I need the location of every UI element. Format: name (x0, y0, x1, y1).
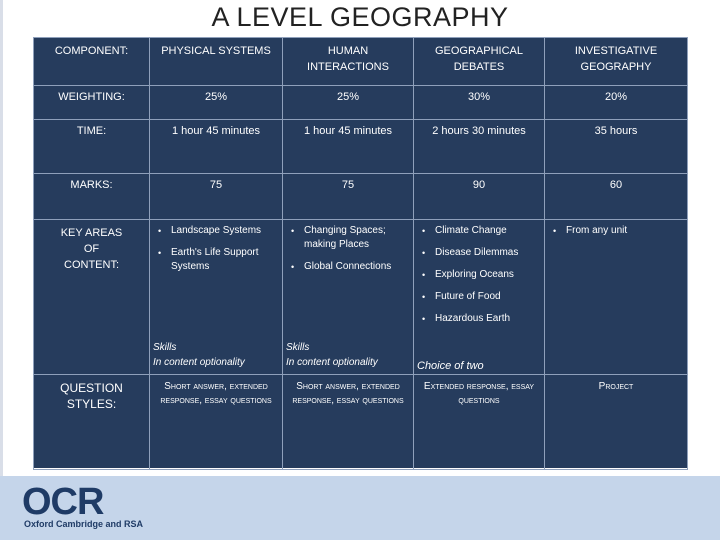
marks-investigative: 60 (545, 174, 688, 220)
key-areas-debates (414, 220, 545, 375)
key-areas-investigative (545, 220, 688, 375)
header-row (34, 38, 688, 86)
header-text: GEOGRAPHICAL (434, 45, 524, 57)
question-style-line: Short answer, extended (164, 381, 268, 392)
skills-note-line: In content optionality (153, 357, 245, 368)
specification-table (33, 37, 688, 470)
content-list-item (291, 224, 413, 252)
content-item-text: Changing Spaces; making Places (304, 225, 386, 250)
content-item-text: Future of Food (435, 291, 501, 302)
content-item-text: Earth's Life Support Systems (171, 247, 259, 272)
key-areas-physical (150, 220, 283, 375)
key-areas-label-line: CONTENT: (64, 259, 119, 271)
bullet-icon: • (291, 262, 295, 272)
key-areas-row (34, 220, 688, 375)
content-list-item (422, 268, 544, 282)
content-list-item (158, 246, 282, 274)
marks-row (34, 174, 688, 220)
key-areas-label-line: OF (83, 243, 100, 255)
row-label-component (34, 38, 150, 86)
row-label-weighting: WEIGHTING: (34, 86, 150, 120)
question-styles-human (283, 375, 414, 470)
content-item-text: Landscape Systems (171, 225, 262, 236)
ocr-logo (22, 482, 152, 536)
specification-table-panel (33, 37, 687, 468)
header-text: INVESTIGATIVE (574, 45, 658, 57)
header-text: GEOGRAPHY (580, 61, 652, 73)
question-style-line: response, essay questions (292, 395, 404, 406)
weighting-human: 25% (283, 86, 414, 120)
choice-note: Choice of two (417, 360, 484, 372)
row-label-time: TIME: (34, 120, 150, 174)
skills-note (153, 340, 245, 370)
header-investigative-geography (545, 38, 688, 86)
weighting-row (34, 86, 688, 120)
weighting-debates: 30% (414, 86, 545, 120)
skills-note (286, 340, 378, 370)
question-styles-label-line: QUESTION (60, 381, 123, 395)
question-style-line: response, essay questions (160, 395, 272, 406)
time-human: 1 hour 45 minutes (283, 120, 414, 174)
content-item-text: Global Connections (304, 261, 392, 272)
time-investigative: 35 hours (545, 120, 688, 174)
question-styles-debates (414, 375, 545, 470)
content-list-item (422, 290, 544, 304)
marks-physical: 75 (150, 174, 283, 220)
bullet-icon: • (158, 226, 162, 236)
content-item-text: Climate Change (435, 225, 507, 236)
time-debates: 2 hours 30 minutes (414, 120, 545, 174)
content-item-text: Disease Dilemmas (435, 247, 519, 258)
question-style-line: Short answer, extended (296, 381, 400, 392)
bullet-icon: • (422, 270, 426, 280)
slide-title: A LEVEL GEOGRAPHY (211, 2, 509, 32)
bullet-icon: • (291, 226, 295, 236)
left-edge-rule (0, 0, 3, 476)
question-style-line: questions (458, 395, 500, 406)
bullet-icon: • (422, 248, 426, 258)
footer-band (0, 476, 720, 540)
key-areas-human (283, 220, 414, 375)
ocr-logo-subtitle: Oxford Cambridge and RSA (24, 519, 144, 529)
question-style-line: Extended response, essay (423, 381, 535, 392)
bullet-icon: • (422, 314, 426, 324)
skills-note-line: In content optionality (286, 357, 378, 368)
content-list-item (422, 224, 544, 238)
content-list-item (422, 312, 544, 326)
marks-human: 75 (283, 174, 414, 220)
marks-debates: 90 (414, 174, 545, 220)
question-style-line: Project (598, 381, 634, 392)
row-label-marks: MARKS: (34, 174, 150, 220)
content-list-item (158, 224, 282, 238)
row-label-key-areas (34, 220, 150, 375)
header-text: HUMAN (327, 45, 369, 57)
row-label-question-styles (34, 375, 150, 470)
bullet-icon: • (158, 248, 162, 258)
header-physical-systems (150, 38, 283, 86)
header-geographical-debates (414, 38, 545, 86)
weighting-investigative: 20% (545, 86, 688, 120)
content-item-text: Exploring Oceans (435, 269, 514, 280)
question-styles-physical (150, 375, 283, 470)
content-item-text: Hazardous Earth (435, 313, 511, 324)
header-text: INTERACTIONS (307, 61, 389, 73)
content-list-item (553, 224, 687, 238)
content-item-text: From any unit (566, 225, 628, 236)
skills-note-line: Skills (153, 342, 177, 353)
component-label: COMPONENT: (54, 45, 129, 57)
header-text: PHYSICAL SYSTEMS (161, 45, 271, 57)
ocr-logo-mark (22, 482, 152, 518)
time-physical: 1 hour 45 minutes (150, 120, 283, 174)
question-styles-investigative (545, 375, 688, 470)
time-row (34, 120, 688, 174)
content-list-item (291, 260, 413, 274)
bullet-icon: • (553, 226, 557, 236)
header-human-interactions (283, 38, 414, 86)
ocr-logo-text: OCR (22, 482, 104, 518)
skills-note-line: Skills (286, 342, 310, 353)
key-areas-label-line: KEY AREAS (60, 227, 123, 239)
question-styles-label-line: STYLES: (66, 397, 117, 411)
weighting-physical: 25% (150, 86, 283, 120)
bullet-icon: • (422, 292, 426, 302)
header-text: DEBATES (453, 61, 505, 73)
question-styles-row (34, 375, 688, 470)
bullet-icon: • (422, 226, 426, 236)
content-list-item (422, 246, 544, 260)
